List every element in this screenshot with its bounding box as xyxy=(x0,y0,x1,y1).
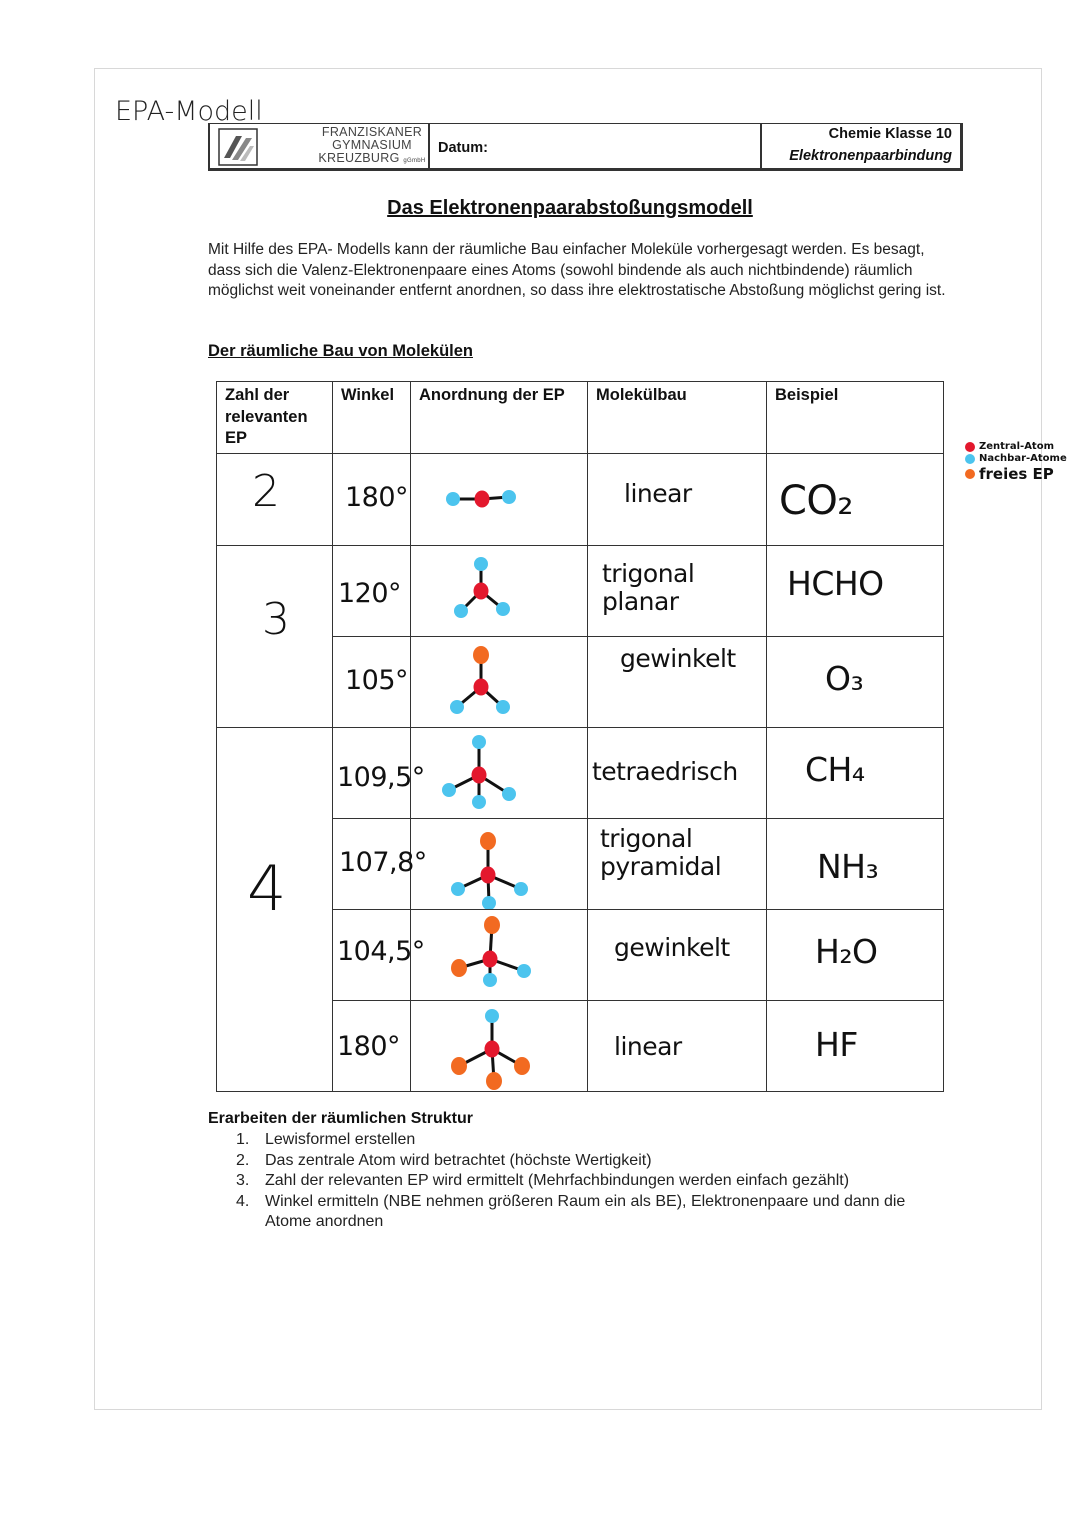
neighbor-atom-dot xyxy=(496,700,510,714)
angle-cell xyxy=(333,453,411,545)
central-atom-dot xyxy=(474,582,489,599)
neighbor-atom-dot xyxy=(454,604,468,618)
angle-cell xyxy=(333,545,411,636)
central-atom-dot xyxy=(483,950,498,967)
table-row xyxy=(217,727,944,818)
blue-dot-icon xyxy=(965,454,975,464)
geometry-label: gewinkelt xyxy=(620,643,736,673)
geometry-cell xyxy=(588,1000,767,1091)
neighbor-atom-dot xyxy=(496,602,510,616)
angle-cell xyxy=(333,1000,411,1091)
angle-value: 107,8° xyxy=(339,846,427,878)
central-atom-dot xyxy=(485,1040,500,1057)
neighbor-atom-dot xyxy=(514,882,528,896)
list-item: 1. Lewisformel erstellen xyxy=(236,1131,416,1148)
geometry-label: trigonal planar xyxy=(602,558,695,616)
header-anordnung: Anordnung der EP xyxy=(411,382,588,454)
angle-value: 105° xyxy=(345,664,409,696)
legend-item-neighbor xyxy=(965,453,1075,464)
legend-item-central xyxy=(965,441,1075,452)
arrangement-cell xyxy=(411,909,588,1000)
geometry-label: tetraedrisch xyxy=(592,756,738,786)
arrangement-diagram xyxy=(411,1001,588,1091)
ep-count: 3 xyxy=(262,593,290,645)
example-cell xyxy=(767,636,944,727)
legend-item-lone-pair xyxy=(965,465,1075,483)
example-cell xyxy=(767,727,944,818)
central-atom-dot xyxy=(472,766,487,783)
geometry-cell xyxy=(588,727,767,818)
table-row xyxy=(217,545,944,636)
angle-cell xyxy=(333,727,425,818)
geometry-label: linear xyxy=(624,478,692,508)
intro-paragraph: Mit Hilfe des EPA- Modells kann der räumliche Bau einfacher Moleküle vorhergesagt werden. Es besagt, dass sich die Valenz-Elektronenpaare eines Atoms (sowohl bindende als auch nichtbindende) räumlich möglichst weit voneinander entfernt anordnen, so dass ihre elektrostatische Abstoßung möglichst gering ist. xyxy=(208,241,946,299)
step-text: Zahl der relevanten EP wird ermittelt (Mehrfachbindungen werden einfach gezählt) xyxy=(265,1172,850,1189)
example-formula: HF xyxy=(815,1024,858,1064)
step-text: Winkel ermitteln (NBE nehmen größeren Raum ein als BE), Elektronenpaare und dann die Atome anordnen xyxy=(265,1192,906,1230)
central-atom-dot xyxy=(481,866,496,883)
school-line-1: FRANZISKANER xyxy=(321,125,423,139)
lone-pair-dot xyxy=(514,1057,530,1075)
central-atom-dot xyxy=(475,490,490,507)
subject-label: Chemie Klasse 10 xyxy=(828,126,952,142)
ep-count-cell xyxy=(217,453,333,545)
section-title: Der räumliche Bau von Molekülen xyxy=(208,342,473,360)
example-formula: CH₄ xyxy=(805,749,865,789)
step-text: Lewisformel erstellen xyxy=(265,1131,416,1148)
header-divider xyxy=(428,124,430,168)
neighbor-atom-dot xyxy=(474,557,488,571)
step-text: Das zentrale Atom wird betrachtet (höchste Wertigkeit) xyxy=(265,1151,652,1169)
header-beispiel: Beispiel xyxy=(767,382,944,454)
table-header-row xyxy=(217,382,944,454)
neighbor-atom-dot xyxy=(502,490,516,504)
lone-pair-dot xyxy=(480,832,496,850)
table-row xyxy=(217,453,944,545)
example-formula: H₂O xyxy=(815,931,878,971)
neighbor-atom-dot xyxy=(472,795,486,809)
geometry-cell xyxy=(588,909,767,1000)
school-logo xyxy=(218,128,258,166)
school-name xyxy=(316,126,428,168)
lone-pair-dot xyxy=(451,959,467,977)
document-title: Das Elektronenpaarabstoßungsmodell xyxy=(387,197,753,219)
geometry-cell xyxy=(588,453,767,545)
school-line-3: KREUZBURG xyxy=(318,151,400,165)
arrangement-diagram xyxy=(411,728,588,818)
geometry-label: gewinkelt xyxy=(614,932,730,962)
header-molekuelbau: Molekülbau xyxy=(588,382,767,454)
red-dot-icon xyxy=(965,442,975,452)
geometry-label: trigonal pyramidal xyxy=(600,823,722,881)
arrangement-cell xyxy=(411,545,588,636)
ep-table xyxy=(216,381,944,1092)
angle-value: 120° xyxy=(338,577,402,609)
angle-value: 104,5° xyxy=(337,935,425,967)
example-cell xyxy=(767,818,944,909)
orange-dot-icon xyxy=(965,469,975,479)
school-suffix: gGmbH xyxy=(403,158,426,164)
neighbor-atom-dot xyxy=(502,787,516,801)
note-title: EPA-Modell xyxy=(115,96,263,127)
arrangement-diagram xyxy=(411,819,588,909)
example-cell xyxy=(767,1000,944,1091)
arrangement-diagram xyxy=(411,546,588,636)
example-formula: O₃ xyxy=(825,658,864,698)
angle-value: 180° xyxy=(337,1030,401,1062)
geometry-cell xyxy=(588,636,767,727)
example-cell xyxy=(767,453,944,545)
neighbor-atom-dot xyxy=(482,896,496,909)
neighbor-atom-dot xyxy=(485,1009,499,1023)
header-divider xyxy=(760,124,762,168)
angle-value: 109,5° xyxy=(337,761,425,793)
example-cell xyxy=(767,909,944,1000)
neighbor-atom-dot xyxy=(517,964,531,978)
geometry-label: linear xyxy=(614,1031,682,1061)
example-formula: HCHO xyxy=(787,563,884,603)
arrangement-diagram xyxy=(411,454,588,545)
geometry-cell xyxy=(588,545,767,636)
neighbor-atom-dot xyxy=(446,492,460,506)
example-formula: NH₃ xyxy=(817,846,879,886)
list-item: 2. Das zentrale Atom wird betrachtet (höchste Wertigkeit) xyxy=(236,1151,652,1169)
ep-count: 2 xyxy=(252,465,280,517)
lone-pair-dot xyxy=(473,646,489,664)
angle-value: 180° xyxy=(345,481,409,513)
color-legend xyxy=(965,441,1075,484)
neighbor-atom-dot xyxy=(483,973,497,987)
list-item: 4. Winkel ermitteln (NBE nehmen größeren Raum ein als BE), Elektronenpaare und dann die Atome anordnen xyxy=(236,1192,906,1230)
neighbor-atom-dot xyxy=(472,735,486,749)
angle-cell xyxy=(333,818,427,909)
ep-count: 4 xyxy=(247,851,286,925)
header-winkel: Winkel xyxy=(333,382,411,454)
legend-label: Zentral-Atom xyxy=(979,441,1054,452)
topic-label: Elektronenpaarbindung xyxy=(789,148,952,164)
steps-title: Erarbeiten der räumlichen Struktur xyxy=(208,1110,473,1127)
lone-pair-dot xyxy=(486,1072,502,1090)
ep-count-cell xyxy=(217,727,333,1091)
angle-cell xyxy=(333,909,425,1000)
arrangement-cell xyxy=(411,727,588,818)
neighbor-atom-dot xyxy=(450,700,464,714)
arrangement-cell xyxy=(411,818,588,909)
example-formula: CO₂ xyxy=(779,477,853,524)
arrangement-cell xyxy=(411,453,588,545)
arrangement-diagram xyxy=(411,910,588,1000)
ep-count-cell xyxy=(217,545,333,727)
lone-pair-dot xyxy=(484,916,500,934)
geometry-cell xyxy=(588,818,767,909)
datum-label: Datum: xyxy=(438,140,488,156)
neighbor-atom-dot xyxy=(442,783,456,797)
arrangement-diagram xyxy=(411,637,588,727)
neighbor-atom-dot xyxy=(451,882,465,896)
document-header xyxy=(208,123,963,171)
school-line-2: GYMNASIUM xyxy=(332,138,412,152)
steps-list xyxy=(234,1130,924,1233)
legend-label: freies EP xyxy=(979,464,1054,483)
example-cell xyxy=(767,545,944,636)
header-ep-count: Zahl der relevanten EP xyxy=(217,382,333,454)
legend-label: Nachbar-Atome xyxy=(979,453,1067,464)
lone-pair-dot xyxy=(451,1057,467,1075)
arrangement-cell xyxy=(411,1000,588,1091)
arrangement-cell xyxy=(411,636,588,727)
list-item: 3. Zahl der relevanten EP wird ermittelt (Mehrfachbindungen werden einfach gezählt) xyxy=(236,1172,850,1189)
central-atom-dot xyxy=(474,678,489,695)
angle-cell xyxy=(333,636,411,727)
